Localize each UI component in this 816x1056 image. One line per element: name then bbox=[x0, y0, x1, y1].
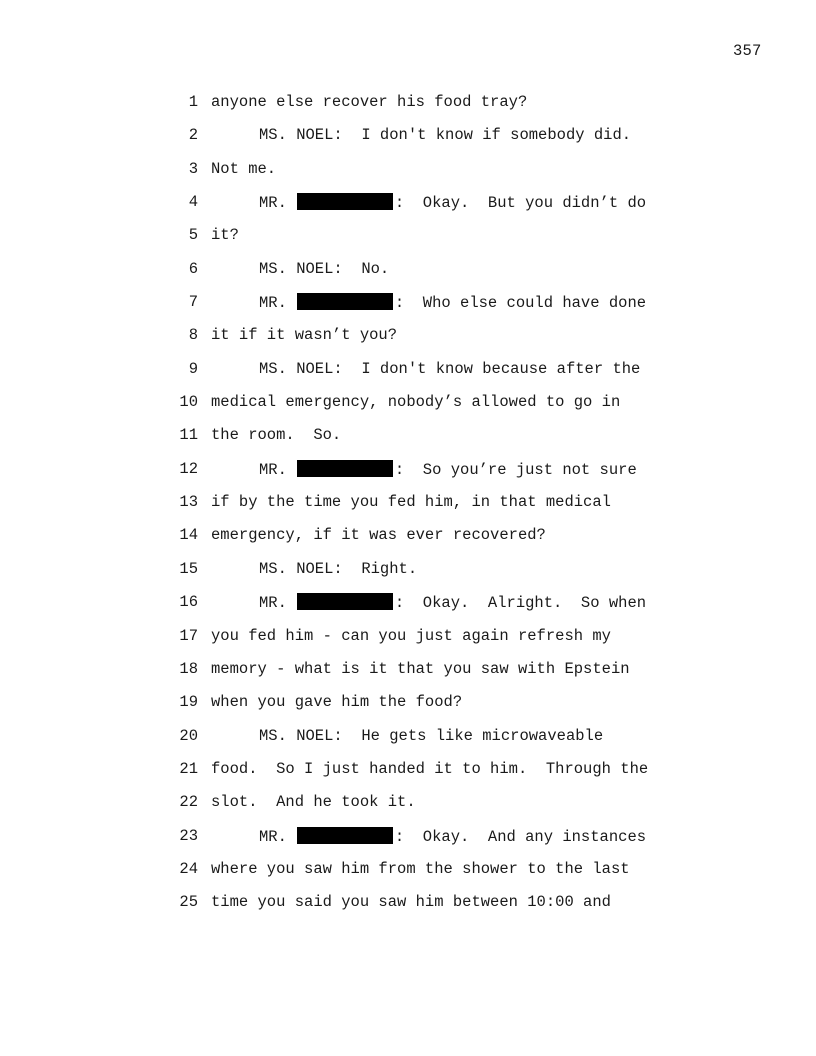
line-number: 22 bbox=[179, 793, 198, 812]
speaker-text: : Okay. And any instances bbox=[394, 827, 647, 846]
line-text: you fed him - can you just again refresh my bbox=[211, 626, 611, 645]
transcript-line bbox=[0, 627, 816, 660]
transcript-line bbox=[0, 93, 816, 126]
transcript-line bbox=[0, 360, 816, 393]
line-number: 8 bbox=[188, 326, 198, 345]
line-number: 20 bbox=[179, 726, 198, 745]
redaction-bar bbox=[297, 593, 393, 610]
line-text: MS. NOEL: Right. bbox=[259, 559, 418, 578]
line-number: 16 bbox=[179, 593, 198, 612]
line-number: 17 bbox=[179, 626, 198, 645]
line-number: 25 bbox=[179, 893, 198, 912]
line-text: it? bbox=[211, 226, 239, 245]
transcript-line bbox=[0, 493, 816, 526]
line-number: 12 bbox=[179, 459, 198, 478]
line-text: slot. And he took it. bbox=[211, 793, 416, 812]
transcript-line bbox=[0, 160, 816, 193]
speaker-label: MR. bbox=[259, 594, 287, 613]
speaker-label: MR. bbox=[259, 827, 287, 846]
line-number: 5 bbox=[188, 226, 198, 245]
line-text: if by the time you fed him, in that medical bbox=[211, 493, 611, 512]
line-number: 19 bbox=[179, 693, 198, 712]
line-text bbox=[259, 593, 646, 612]
transcript-line bbox=[0, 426, 816, 459]
transcript-line bbox=[0, 727, 816, 760]
line-text bbox=[259, 193, 646, 212]
speaker-text: : Okay. But you didn’t do bbox=[394, 194, 647, 213]
line-text: time you said you saw him between 10:00 and bbox=[211, 893, 611, 912]
speaker-text: : So you’re just not sure bbox=[394, 460, 637, 479]
transcript-body bbox=[0, 93, 816, 927]
transcript-line bbox=[0, 226, 816, 259]
transcript-line bbox=[0, 893, 816, 926]
line-number: 11 bbox=[179, 426, 198, 445]
speaker-label: MR. bbox=[259, 194, 287, 213]
transcript-line bbox=[0, 693, 816, 726]
transcript-line bbox=[0, 593, 816, 626]
line-text: MS. NOEL: I don't know if somebody did. bbox=[259, 126, 632, 145]
line-text: MS. NOEL: I don't know because after the bbox=[259, 359, 641, 378]
line-text: medical emergency, nobody’s allowed to go in bbox=[211, 393, 621, 412]
line-text: anyone else recover his food tray? bbox=[211, 93, 528, 111]
redaction-bar bbox=[297, 460, 393, 477]
transcript-line bbox=[0, 760, 816, 793]
transcript-line bbox=[0, 293, 816, 326]
transcript-line bbox=[0, 860, 816, 893]
transcript-line bbox=[0, 793, 816, 826]
page-number: 357 bbox=[733, 42, 762, 60]
line-text: where you saw him from the shower to the last bbox=[211, 859, 630, 878]
line-text: memory - what is it that you saw with Epstein bbox=[211, 659, 630, 678]
line-number: 24 bbox=[179, 859, 198, 878]
transcript-line bbox=[0, 326, 816, 359]
transcript-line bbox=[0, 827, 816, 860]
speaker-text: : Who else could have done bbox=[394, 294, 647, 313]
line-number: 14 bbox=[179, 526, 198, 545]
line-number: 3 bbox=[188, 159, 198, 178]
transcript-line bbox=[0, 193, 816, 226]
line-number: 23 bbox=[179, 826, 198, 845]
line-number: 6 bbox=[188, 259, 198, 278]
line-number: 18 bbox=[179, 659, 198, 678]
line-number: 7 bbox=[188, 293, 198, 312]
transcript-line bbox=[0, 260, 816, 293]
speaker-label: MR. bbox=[259, 460, 287, 479]
line-number: 2 bbox=[188, 126, 198, 145]
line-text bbox=[259, 293, 646, 312]
speaker-text: : Okay. Alright. So when bbox=[394, 594, 647, 613]
line-text: Not me. bbox=[211, 159, 277, 178]
line-text bbox=[259, 827, 646, 846]
line-text: the room. So. bbox=[211, 426, 342, 445]
redaction-bar bbox=[297, 293, 393, 310]
redaction-bar bbox=[297, 827, 393, 844]
line-number: 9 bbox=[188, 359, 198, 378]
transcript-line bbox=[0, 526, 816, 559]
line-number: 1 bbox=[188, 93, 198, 111]
line-text: MS. NOEL: He gets like microwaveable bbox=[259, 726, 604, 745]
line-text: it if it wasn’t you? bbox=[211, 326, 398, 345]
transcript-line bbox=[0, 460, 816, 493]
transcript-line bbox=[0, 393, 816, 426]
transcript-line bbox=[0, 660, 816, 693]
line-text: MS. NOEL: No. bbox=[259, 259, 390, 278]
transcript-line bbox=[0, 126, 816, 159]
line-number: 21 bbox=[179, 759, 198, 778]
line-number: 15 bbox=[179, 559, 198, 578]
line-number: 4 bbox=[188, 193, 198, 212]
line-text bbox=[259, 460, 637, 479]
line-text: emergency, if it was ever recovered? bbox=[211, 526, 546, 545]
line-text: food. So I just handed it to him. Through the bbox=[211, 759, 649, 778]
speaker-label: MR. bbox=[259, 294, 287, 313]
line-text: when you gave him the food? bbox=[211, 693, 463, 712]
line-number: 10 bbox=[179, 393, 198, 412]
redaction-bar bbox=[297, 193, 393, 210]
line-number: 13 bbox=[179, 493, 198, 512]
transcript-line bbox=[0, 560, 816, 593]
